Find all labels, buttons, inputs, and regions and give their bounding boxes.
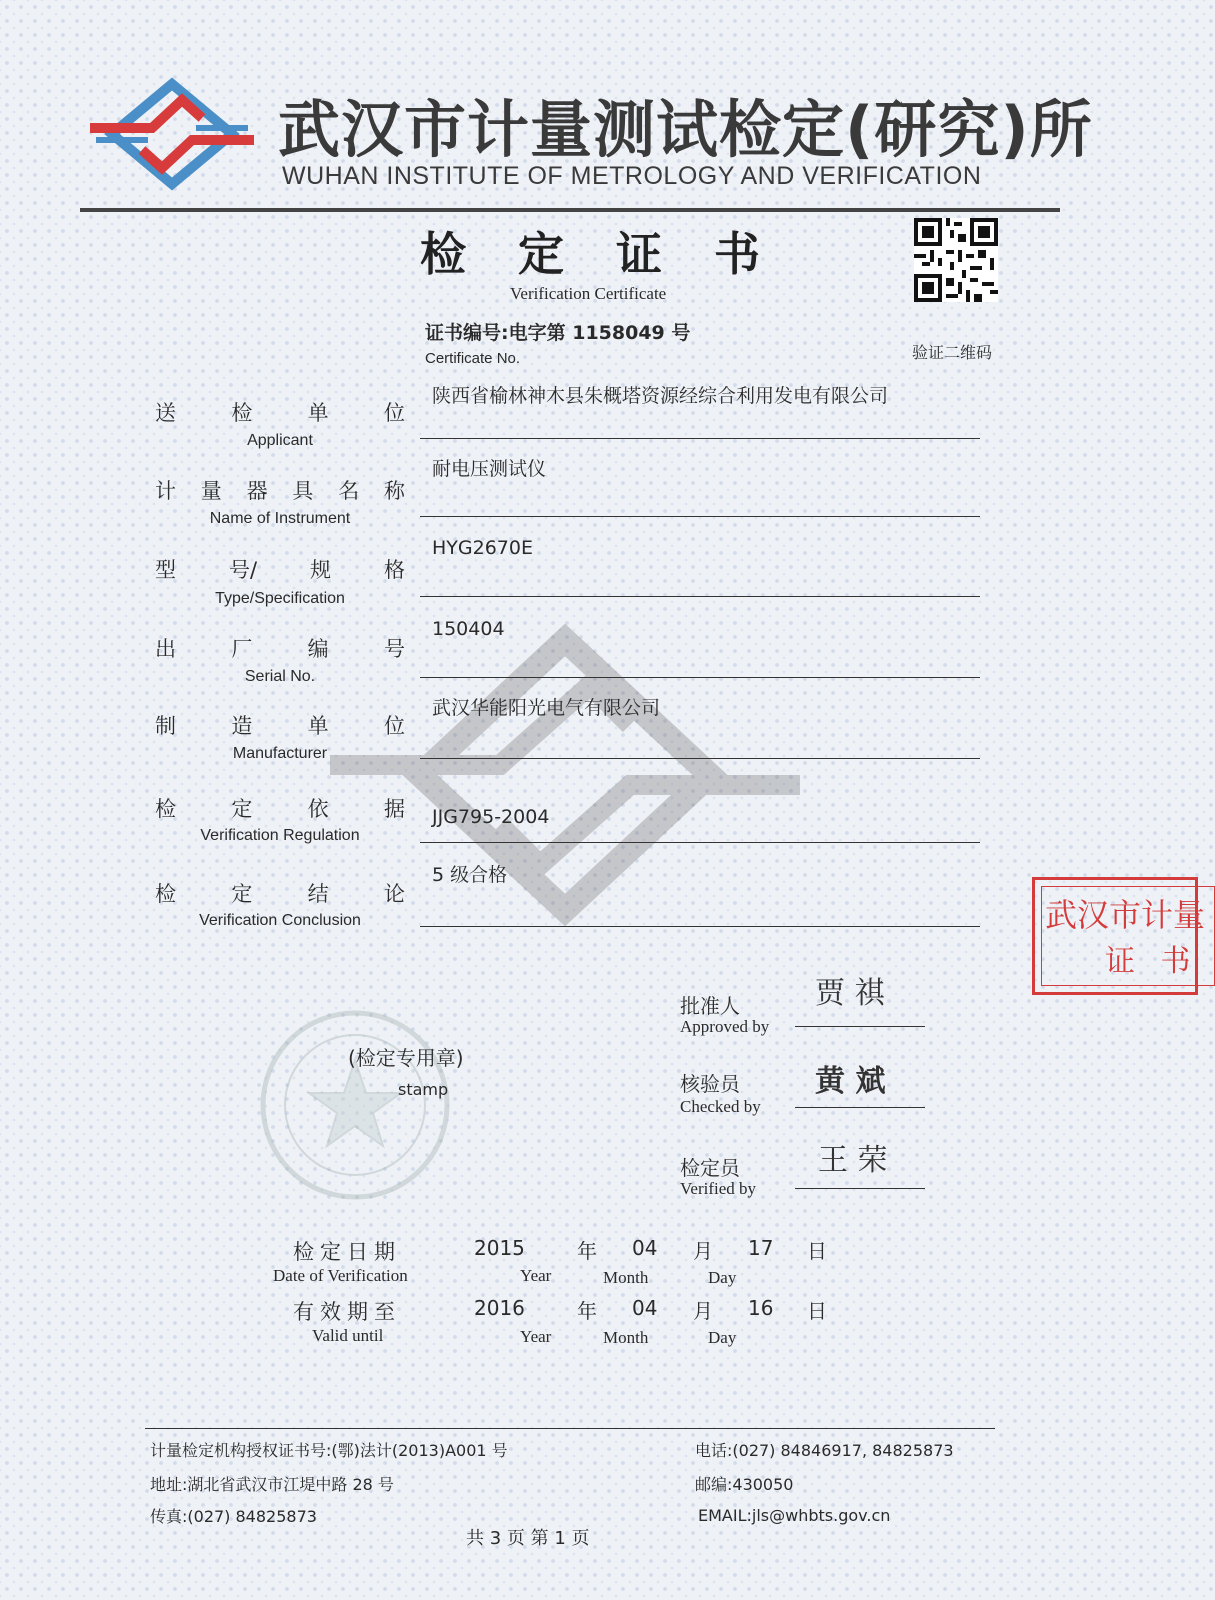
sig-handwriting: 黄 斌 xyxy=(815,1064,886,1099)
institute-logo xyxy=(82,78,262,190)
date-year: 2016 xyxy=(474,1296,525,1320)
month-unit-en: Month xyxy=(603,1328,649,1347)
month-unit-cn: 月 xyxy=(693,1299,713,1323)
certificate-title-cn: 检定证书 xyxy=(420,227,812,281)
day-unit-en: Day xyxy=(708,1268,737,1287)
field-label-en: Verification Conclusion xyxy=(199,912,361,929)
sig-label-cn: 检定员 xyxy=(680,1156,740,1180)
footer-authorization: 计量检定机构授权证书号:(鄂)法计(2013)A001 号 xyxy=(150,1441,508,1460)
certificate-title-en: Verification Certificate xyxy=(510,284,667,303)
sig-underline xyxy=(795,1188,925,1189)
page-indicator: 共 3 页 第 1 页 xyxy=(466,1528,590,1549)
stamp-label-en: stamp xyxy=(398,1080,449,1099)
field-label-cn: 型 号/ 规 格 xyxy=(155,558,405,582)
header-rule xyxy=(80,208,1060,212)
date-day: 16 xyxy=(748,1296,774,1320)
field-underline xyxy=(420,438,980,439)
field-value-instrument: 耐电压测试仪 xyxy=(432,458,547,480)
field-underline xyxy=(420,842,980,843)
certificate-number-label: 证书编号: xyxy=(425,322,509,344)
field-label-cn: 检 定 依 据 xyxy=(155,797,405,821)
field-underline xyxy=(420,516,980,517)
sig-handwriting: 王 荣 xyxy=(818,1143,888,1178)
org-name-en: WUHAN INSTITUTE OF METROLOGY AND VERIFICATION xyxy=(282,162,982,190)
day-unit-cn: 日 xyxy=(807,1239,827,1263)
date-label-en: Date of Verification xyxy=(273,1266,408,1285)
sig-underline xyxy=(795,1107,925,1108)
sig-label-en: Checked by xyxy=(680,1097,761,1116)
field-label-en: Name of Instrument xyxy=(209,510,351,527)
stamp-label-cn: (检定专用章) xyxy=(348,1046,464,1070)
field-label-en: Type/Specification xyxy=(215,590,345,607)
footer-address: 地址:湖北省武汉市江堤中路 28 号 xyxy=(150,1475,394,1494)
sig-label-cn: 核验员 xyxy=(680,1072,740,1096)
field-value-regulation: JJG795-2004 xyxy=(432,806,550,828)
date-year: 2015 xyxy=(474,1236,525,1260)
field-label-en: Serial No. xyxy=(244,668,316,685)
sig-label-cn: 批准人 xyxy=(680,994,740,1018)
sig-handwriting: 贾 祺 xyxy=(815,976,885,1011)
certificate-number-value: 电字第 1158049 号 xyxy=(508,322,691,344)
date-label-cn: 检定日期 xyxy=(293,1240,401,1264)
date-day: 17 xyxy=(748,1236,774,1260)
date-month: 04 xyxy=(632,1296,658,1320)
sig-label-en: Approved by xyxy=(680,1017,770,1036)
field-underline xyxy=(420,596,980,597)
field-underline xyxy=(420,926,980,927)
year-unit-cn: 年 xyxy=(577,1299,597,1323)
sig-underline xyxy=(795,1026,925,1027)
red-seal-line1: 武汉市计量 xyxy=(1045,896,1206,934)
field-value-conclusion: 5 级合格 xyxy=(432,864,508,886)
field-label-cn: 送 检 单 位 xyxy=(155,401,405,425)
field-label-cn: 计 量 器 具 名 称 xyxy=(155,479,405,503)
footer-postcode: 邮编:430050 xyxy=(695,1475,794,1494)
footer-email[interactable]: EMAIL:jls@whbts.gov.cn xyxy=(698,1506,891,1525)
month-unit-cn: 月 xyxy=(693,1239,713,1263)
date-label-cn: 有效期至 xyxy=(293,1300,401,1324)
field-label-cn: 检 定 结 论 xyxy=(155,882,405,906)
field-value-serial: 150404 xyxy=(432,618,505,640)
field-value-manufacturer: 武汉华能阳光电气有限公司 xyxy=(432,697,661,719)
field-underline xyxy=(420,677,980,678)
year-unit-en: Year xyxy=(520,1327,552,1346)
sig-label-en: Verified by xyxy=(680,1179,757,1198)
field-underline xyxy=(420,758,980,759)
field-label-en: Verification Regulation xyxy=(200,827,360,844)
field-label-en: Applicant xyxy=(247,432,313,449)
footer-phone: 电话:(027) 84846917, 84825873 xyxy=(695,1441,954,1460)
field-value-applicant: 陕西省榆林神木县朱概塔资源经综合利用发电有限公司 xyxy=(432,385,889,407)
org-name-cn: 武汉市计量测试检定(研究)所 xyxy=(278,93,1093,166)
footer-rule xyxy=(145,1428,995,1429)
day-unit-cn: 日 xyxy=(807,1299,827,1323)
qr-code-icon[interactable] xyxy=(914,218,998,302)
month-unit-en: Month xyxy=(603,1268,649,1287)
qr-code-label: 验证二维码 xyxy=(912,343,993,362)
year-unit-en: Year xyxy=(520,1266,552,1285)
field-label-cn: 制 造 单 位 xyxy=(155,714,405,738)
year-unit-cn: 年 xyxy=(577,1239,597,1263)
red-seal-line2: 证 书 xyxy=(1105,944,1199,979)
red-seal-stamp xyxy=(1032,877,1206,995)
embossed-seal-icon xyxy=(255,1005,455,1205)
field-label-cn: 出 厂 编 号 xyxy=(155,637,405,661)
day-unit-en: Day xyxy=(708,1328,737,1347)
footer-fax: 传真:(027) 84825873 xyxy=(150,1507,317,1526)
field-value-type: HYG2670E xyxy=(432,537,533,559)
certificate-number xyxy=(425,318,690,345)
field-label-en: Manufacturer xyxy=(232,745,328,762)
certificate-number-label-en: Certificate No. xyxy=(425,350,521,367)
date-month: 04 xyxy=(632,1236,658,1260)
date-label-en: Valid until xyxy=(312,1326,384,1345)
